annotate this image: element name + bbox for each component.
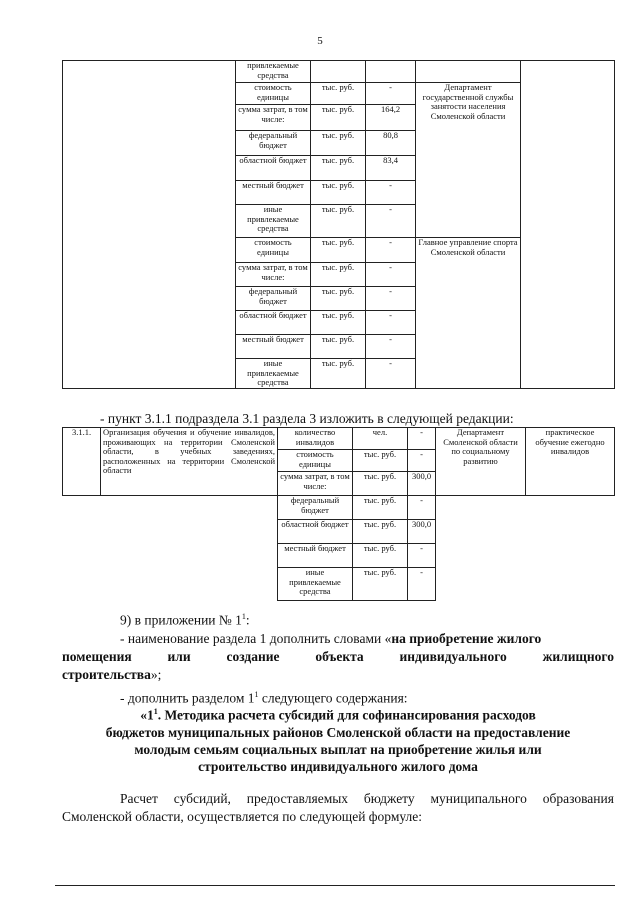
value-cell: 83,4: [366, 156, 416, 181]
word: бюджету: [363, 791, 415, 806]
table-row: [63, 61, 615, 83]
value-cell: -: [366, 181, 416, 205]
value-cell: -: [366, 359, 416, 389]
word: объекта: [315, 649, 364, 664]
unit-cell: тыс. руб.: [311, 181, 366, 205]
word: помещения: [62, 649, 132, 664]
unit-cell: тыс. руб.: [311, 335, 366, 359]
unit-cell: тыс. руб.: [353, 568, 408, 601]
result-cell: практическое обучение ежегодно инвалидов: [526, 428, 615, 496]
value-cell: -: [408, 568, 436, 601]
empty-cell: [521, 61, 615, 389]
unit-cell: тыс. руб.: [311, 131, 366, 156]
word: жилищного: [542, 649, 614, 664]
table-continuation: [62, 60, 615, 389]
indicator-cell: областной бюджет: [278, 520, 353, 544]
table-point-311: [62, 427, 615, 601]
unit-cell: тыс. руб.: [353, 520, 408, 544]
value-cell: 300,0: [408, 472, 436, 496]
word: субсидий,: [173, 791, 231, 806]
value-cell: -: [408, 450, 436, 472]
unit-cell: тыс. руб.: [353, 544, 408, 568]
indicator-cell: федеральный бюджет: [236, 131, 311, 156]
value-cell: [366, 61, 416, 83]
word: создание: [226, 649, 280, 664]
word: муниципального: [430, 791, 527, 806]
description-cell: Организация обучения и обучение инвалидов, проживающих на территории Смоленской области, в учебных заведениях, расположенных на территории Смоленской области: [101, 428, 278, 496]
rename-section-line1: - наименование раздела 1 дополнить словами «на приобретение жилого: [120, 631, 542, 646]
table-row: [63, 496, 615, 520]
value-cell: -: [408, 496, 436, 520]
item-9: 9) в приложении № $1^1$:: [120, 612, 250, 628]
table-row: [63, 428, 615, 450]
word: Расчет: [120, 791, 158, 806]
unit-cell: тыс. руб.: [311, 287, 366, 311]
indicator-cell: сумма затрат, в том числе:: [236, 105, 311, 131]
instruction-point-311: - пункт 3.1.1 подраздела 3.1 раздела 3 изложить в следующей редакции:: [100, 411, 514, 426]
executor-cell: Главное управление спорта Смоленской области: [416, 238, 521, 389]
add-section-line: - дополнить разделом $1^1$ следующего содержания:: [120, 690, 408, 706]
indicator-cell: областной бюджет: [236, 311, 311, 335]
executor-cell: Департамент Смоленской области по социальному развитию: [436, 428, 526, 496]
indicator-cell: федеральный бюджет: [236, 287, 311, 311]
unit-cell: тыс. руб.: [311, 359, 366, 389]
page-number: 5: [317, 35, 323, 47]
indicator-cell: местный бюджет: [236, 181, 311, 205]
indicator-cell: количество инвалидов: [278, 428, 353, 450]
indicator-cell: федеральный бюджет: [278, 496, 353, 520]
unit-cell: тыс. руб.: [311, 83, 366, 105]
value-cell: -: [366, 335, 416, 359]
rename-section-line2: [62, 648, 614, 665]
indicator-cell: местный бюджет: [278, 544, 353, 568]
value-cell: -: [408, 544, 436, 568]
unit-cell: тыс. руб.: [311, 156, 366, 181]
indicator-cell: иные привлекаемые средства: [278, 568, 353, 601]
unit-cell: чел.: [353, 428, 408, 450]
value-cell: -: [366, 287, 416, 311]
value-cell: 300,0: [408, 520, 436, 544]
value-cell: -: [366, 311, 416, 335]
indicator-cell: иные привлекаемые средства: [236, 205, 311, 238]
paragraph-line1: [120, 790, 614, 807]
indicator-cell: стоимость единицы: [236, 83, 311, 105]
rename-section-line3: строительства»;: [62, 667, 162, 682]
executor-cell: Департамент государственной службы занятости населения Смоленской области: [416, 83, 521, 238]
indicator-cell: иные привлекаемые средства: [236, 359, 311, 389]
indicator-cell: стоимость единицы: [236, 238, 311, 263]
empty-cell: [436, 496, 615, 601]
word: образования: [542, 791, 614, 806]
word: предоставляемых: [246, 791, 349, 806]
unit-cell: тыс. руб.: [311, 263, 366, 287]
value-cell: 164,2: [366, 105, 416, 131]
indicator-cell: сумма затрат, в том числе:: [278, 472, 353, 496]
unit-cell: тыс. руб.: [353, 496, 408, 520]
indicator-cell: местный бюджет: [236, 335, 311, 359]
indicator-cell: стоимость единицы: [278, 450, 353, 472]
unit-cell: тыс. руб.: [311, 311, 366, 335]
indicator-cell: сумма затрат, в том числе:: [236, 263, 311, 287]
paragraph-line2: Смоленской области, осуществляется по следующей формуле:: [62, 809, 423, 824]
value-cell: -: [366, 238, 416, 263]
value-cell: -: [366, 83, 416, 105]
empty-cell: [63, 496, 278, 601]
unit-cell: тыс. руб.: [311, 238, 366, 263]
value-cell: -: [366, 263, 416, 287]
empty-cell: [63, 61, 236, 389]
word: индивидуального: [399, 649, 507, 664]
word: или: [167, 649, 191, 664]
unit-cell: [311, 61, 366, 83]
unit-cell: тыс. руб.: [353, 472, 408, 496]
unit-cell: тыс. руб.: [311, 105, 366, 131]
indicator-cell: областной бюджет: [236, 156, 311, 181]
value-cell: -: [366, 205, 416, 238]
unit-cell: тыс. руб.: [353, 450, 408, 472]
methodology-heading: «$1^1$. Методика расчета субсидий для софинансирования расходов бюджетов муниципальных районов Смоленской области на предоставление молодым семьям социальных выплат на приобретение жилья или строительство индивидуального жилого дома: [105, 707, 571, 774]
item-number-cell: 3.1.1.: [63, 428, 101, 496]
empty-cell: [416, 61, 521, 83]
page-bottom-rule: [55, 885, 615, 886]
indicator-cell: привлекаемые средства: [236, 61, 311, 83]
value-cell: 80,8: [366, 131, 416, 156]
unit-cell: тыс. руб.: [311, 205, 366, 238]
value-cell: -: [408, 428, 436, 450]
